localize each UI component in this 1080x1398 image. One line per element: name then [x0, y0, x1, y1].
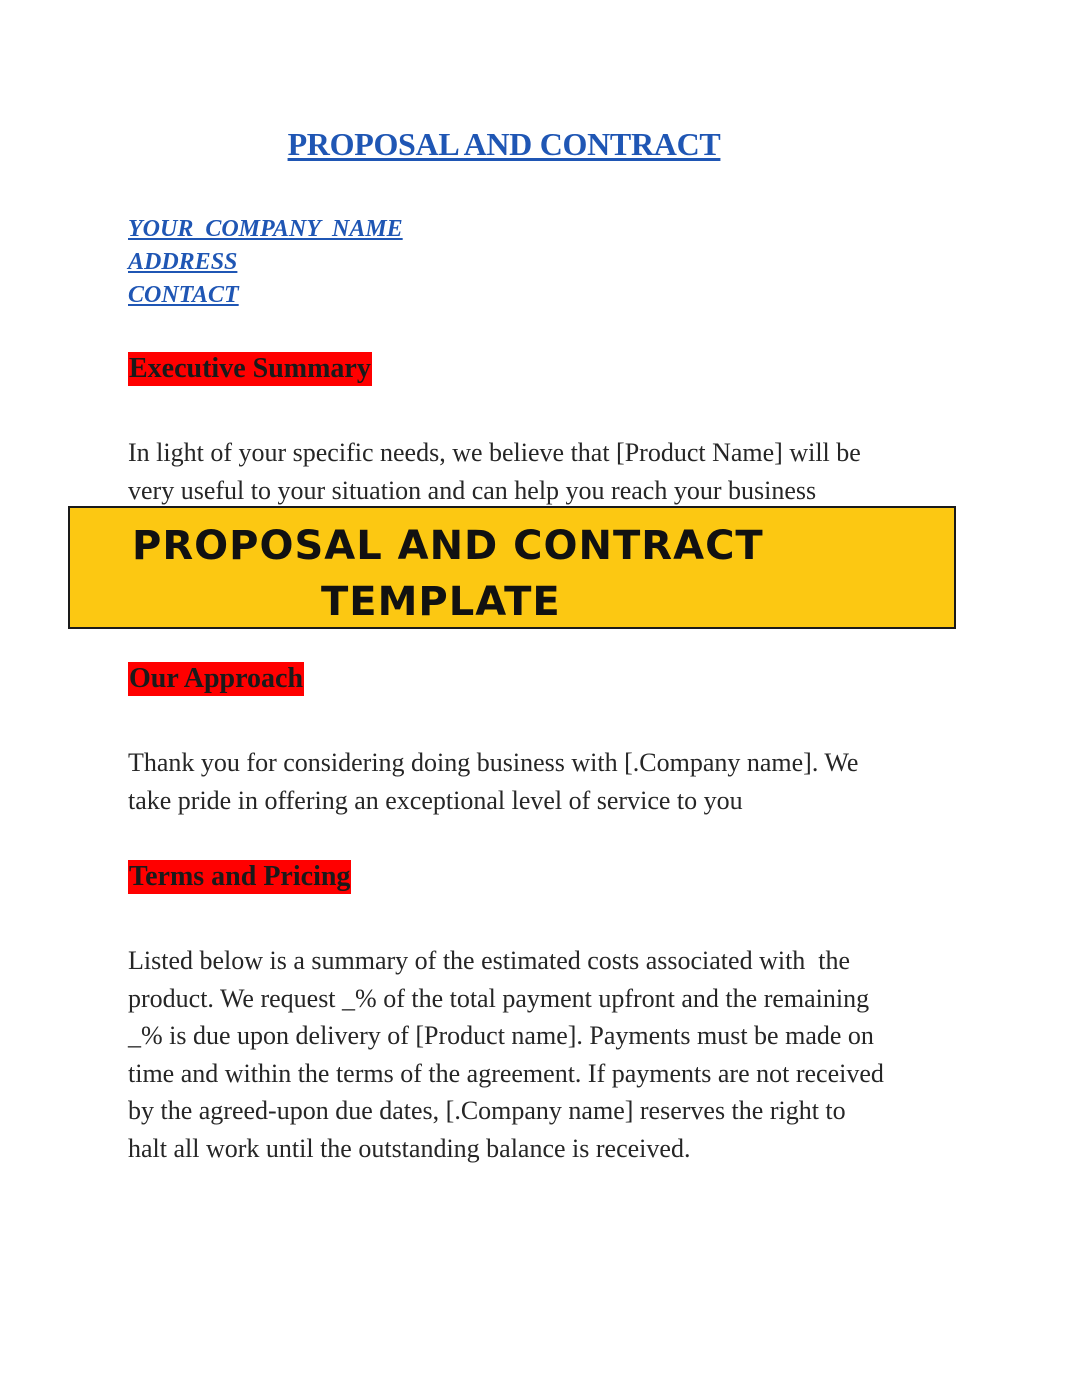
company-contact-placeholder[interactable]: CONTACT — [128, 282, 239, 308]
paragraph-line: time and within the terms of the agreement. If payments are not received — [128, 1058, 884, 1088]
terms-pricing-text — [128, 942, 958, 1167]
paragraph-line: Listed below is a summary of the estimated costs associated with the — [128, 946, 851, 975]
paragraph-line: by the agreed-upon due dates, [.Company name] reserves the right to — [128, 1096, 846, 1125]
our-approach-text — [128, 744, 958, 819]
paragraph-line: In light of your specific needs, we believe that [Product Name] will be — [128, 438, 861, 467]
paragraph-line: product. We request _% of the total payment upfront and the remaining — [128, 983, 870, 1013]
executive-summary-heading: Executive Summary — [129, 353, 371, 384]
paragraph-line: Thank you for considering doing business with [.Company name]. We — [128, 748, 859, 777]
banner-title-line-2: TEMPLATE — [321, 579, 561, 625]
paragraph-line: take pride in offering an exceptional level of service to you — [128, 785, 743, 815]
template-banner — [68, 506, 956, 629]
banner-title-line-1: PROPOSAL AND CONTRACT — [132, 523, 764, 569]
company-address-placeholder[interactable]: ADDRESS — [128, 249, 238, 275]
company-name-placeholder[interactable]: YOUR COMPANY NAME — [128, 216, 403, 242]
company-info-block — [128, 213, 403, 312]
paragraph-line: halt all work until the outstanding balance is received. — [128, 1133, 691, 1163]
paragraph-line: very useful to your situation and can help you reach your business — [128, 475, 817, 505]
terms-pricing-heading: Terms and Pricing — [129, 861, 351, 892]
paragraph-line: _% is due upon delivery of [Product name]. Payments must be made on — [128, 1021, 874, 1050]
executive-summary-text — [128, 434, 958, 509]
document-title: PROPOSAL AND CONTRACT — [287, 126, 721, 162]
our-approach-heading: Our Approach — [129, 663, 304, 694]
